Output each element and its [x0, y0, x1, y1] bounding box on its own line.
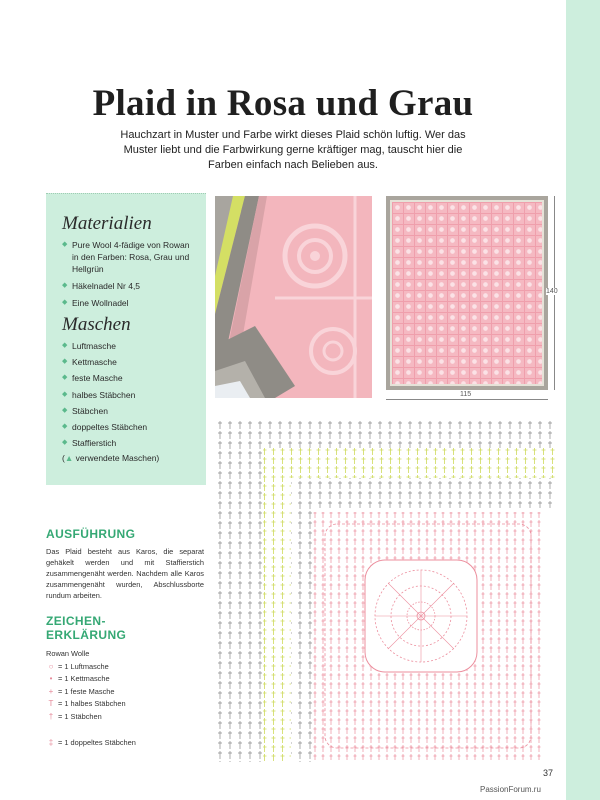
- legend-item: [46, 685, 136, 698]
- crochet-photo-illustration: [215, 196, 372, 398]
- stitch-item: ◆ Kettmasche: [62, 356, 196, 368]
- execution-text: Das Plaid besteht aus Karos, die separat gehäkelt werden und mit Staffierstich zusammengenäht werden. Nachdem alle Karos zusammengenäht wurden, Abschlussborte rundum arbeiten.: [46, 547, 204, 600]
- half-double-icon: T: [48, 699, 54, 709]
- page-number: 37: [543, 768, 554, 778]
- crochet-chart: [215, 420, 555, 762]
- legend-label: = 1 Stäbchen: [58, 711, 102, 721]
- legend-item: [46, 673, 136, 686]
- legend-subtitle: Rowan Wolle: [46, 649, 90, 658]
- materials-heading: Materialien: [62, 213, 152, 234]
- legend-heading: [46, 614, 126, 642]
- legend-label: = 1 Kettmasche: [58, 674, 110, 684]
- legend-list: [46, 660, 136, 749]
- stitch-item: ◆ Staffierstich: [62, 437, 196, 449]
- note-open-paren: (: [62, 453, 65, 464]
- legend-label: = 1 doppeltes Stäbchen: [58, 737, 136, 747]
- materials-item: ◆ Häkelnadel Nr 4,5: [62, 280, 196, 292]
- stitch-item: ◆ doppeltes Stäbchen: [62, 421, 196, 433]
- legend-label: = 1 feste Masche: [58, 686, 115, 696]
- legend-item: [46, 660, 136, 673]
- materials-item: ◆ Eine Wollnadel: [62, 297, 196, 309]
- legend-item: [46, 723, 136, 749]
- legend-item: [46, 710, 136, 723]
- triangle-icon: ▲: [64, 453, 74, 464]
- page-title: Plaid in Rosa und Grau: [92, 83, 474, 124]
- blanket-grid: [390, 200, 544, 386]
- materials-box: [46, 193, 206, 485]
- legend-item: [46, 698, 136, 711]
- legend-heading-line2: ERKLÄRUNG: [46, 628, 127, 642]
- chain-stitch-icon: ○: [48, 661, 54, 671]
- side-color-stripe: [566, 0, 600, 800]
- watermark: PassionForum.ru: [480, 785, 541, 794]
- slip-stitch-icon: •: [49, 674, 53, 684]
- legend-heading-line1: ZEICHEN-: [46, 614, 106, 628]
- materials-list: [62, 239, 196, 309]
- stitches-heading: Maschen: [62, 314, 131, 335]
- stitch-item: ◆ halbes Stäbchen: [62, 389, 196, 401]
- blanket-diagram: [386, 196, 548, 390]
- single-crochet-icon: +: [48, 686, 54, 696]
- used-stitches-note: [62, 453, 196, 463]
- stitches-list: [62, 340, 196, 449]
- stitch-item: ◆ Luftmasche: [62, 340, 196, 352]
- width-dimension: 115: [460, 391, 472, 398]
- execution-heading: AUSFÜHRUNG: [46, 527, 136, 541]
- note-text: verwendete Maschen): [75, 453, 160, 464]
- stitch-item: ◆ Stäbchen: [62, 405, 196, 417]
- legend-label: = 1 Luftmasche: [58, 661, 109, 671]
- double-crochet-icon: †: [48, 711, 54, 721]
- height-dimension: 140: [546, 288, 558, 295]
- materials-item: ◆ Pure Wool 4-fädige von Rowan in den Farben: Rosa, Grau und Hellgrün: [62, 239, 196, 275]
- stitch-item: ◆ feste Masche: [62, 372, 196, 384]
- treble-crochet-icon: ‡: [48, 737, 54, 747]
- intro-text: Hauchzart in Muster und Farbe wirkt dieses Plaid schön luftig. Wer das Muster liebt und die Farbwirkung gerne kräftiger mag, tauscht hier die Farben einfach nach Belieben aus.: [120, 129, 466, 171]
- legend-label: = 1 halbes Stäbchen: [58, 699, 126, 709]
- blanket-photo: [215, 196, 372, 398]
